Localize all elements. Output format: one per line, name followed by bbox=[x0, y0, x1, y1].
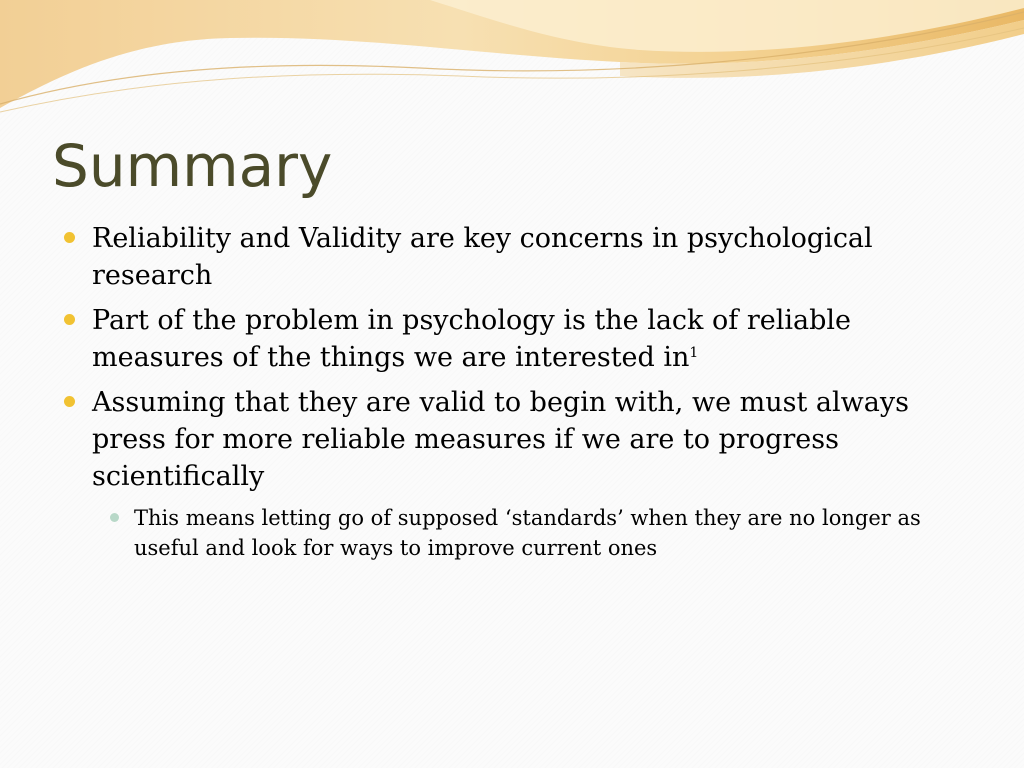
slide-title: Summary bbox=[52, 132, 333, 200]
bullet-dot-icon bbox=[64, 232, 75, 243]
bullet-item bbox=[62, 384, 972, 495]
bullet-list bbox=[62, 220, 972, 563]
bullet-text: Assuming that they are valid to begin with, we must always press for more reliable measures if we are to progress scientifically bbox=[92, 387, 909, 492]
sub-bullet-text: This means letting go of supposed ‘standards’ when they are no longer as useful and look for ways to improve current ones bbox=[134, 506, 921, 560]
bullet-text: Reliability and Validity are key concerns in psychological research bbox=[92, 223, 873, 291]
header-wave-decoration bbox=[0, 0, 1024, 120]
bullet-item bbox=[62, 220, 972, 294]
footnote-marker: 1 bbox=[689, 345, 699, 361]
bullet-dot-icon bbox=[64, 396, 75, 407]
bullet-text: Part of the problem in psychology is the lack of reliable measures of the things we are interested in bbox=[92, 305, 851, 373]
sub-bullet-item bbox=[62, 503, 972, 563]
bullet-item bbox=[62, 302, 972, 376]
sub-bullet-dot-icon bbox=[110, 513, 119, 522]
bullet-dot-icon bbox=[64, 314, 75, 325]
